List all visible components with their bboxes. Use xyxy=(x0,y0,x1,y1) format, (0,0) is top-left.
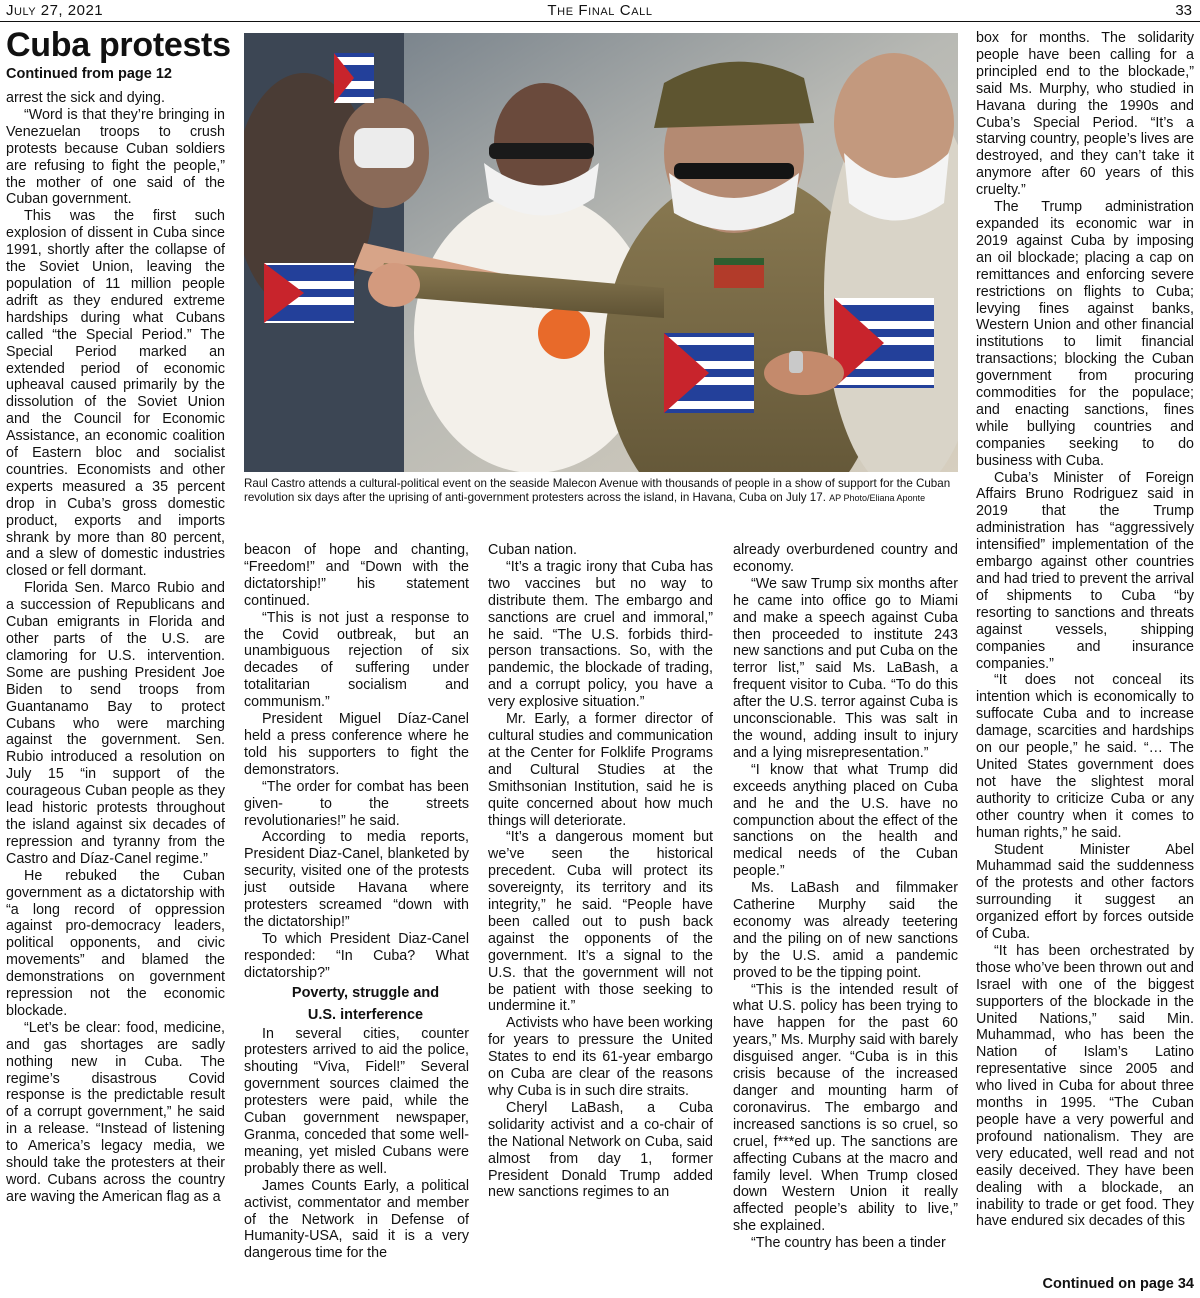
paragraph: “Let’s be clear: food, medicine, and gas shortages are sadly nothing new in Cuba. The regime’s disastrous Covid response is the predictable result of a corrupt government,” he said in a release. “Instead of listening to America’s legacy media, we should take the protesters at their word. Cubans across the country are waving the American flag as a xyxy=(6,1019,225,1205)
paragraph: arrest the sick and dying. xyxy=(6,90,165,106)
paragraph: Cuba’s Minister of Foreign Affairs Bruno Rodriguez said in 2019 that the Trump administration has “aggressively intensified” implementation of the embargo against other countries and had tried to prevent the arrival of shipments to Cuba “by resorting to sanctions and threats against vessels, shipping companies and insurance companies.” xyxy=(976,469,1194,672)
paragraph: box for months. The solidarity people have been calling for a principled end to the blockade,” said Ms. Murphy, who studied in Havana during the 1990s and Cuba’s Special Period. “It’s a starving country, people’s lives are destroyed, and they can’t take it anymore after 60 years of this cruelty.” xyxy=(976,30,1194,199)
column-1 xyxy=(6,90,225,1296)
paragraph: “This is the intended result of what U.S. policy has been trying to have happen for the past 60 years,” Ms. Murphy said with barely disguised anger. “Cuba is in this crisis because of the increased danger and mounting harm of coronavirus. The embargo and increased sanctions is so cruel, so cruel, f***ed up. The sanctions are affecting Cubans at the macro and family level. When Trump closed down Western Union it really affected people’s ability to live,” she explained. xyxy=(733,981,958,1235)
paragraph: This was the first such explosion of dissent in Cuba since 1991, shortly after the collapse of the Soviet Union, leaving the population of 11 million people adrift as they endured extreme hardships during what Cubans called “the Special Period.” The Special Period marked an extended period of economic upheaval caused primarily by the dissolution of the Soviet Union and the Council for Economic Assistance, an economic coalition of Eastern bloc and socialist countries. Economists and other experts measured a 35 percent drop in Cuba’s gross domestic product, exports and imports shrank by more than 80 percent, and a slew of domestic industries closed or fell dormant. xyxy=(6,208,225,580)
paragraph: To which President Diaz-Canel responded: “In Cuba? What dictatorship?” xyxy=(244,930,469,981)
column-5 xyxy=(976,30,1194,1272)
paragraph: “The country has been a tinder xyxy=(751,1235,946,1252)
publication-name: The Final Call xyxy=(547,2,653,19)
paragraph: “I know that what Trump did exceeds anything placed on Cuba and he and the U.S. have no compunction about the effect of the sanctions on the health and medical needs of the Cuban people.” xyxy=(733,761,958,880)
issue-date: July 27, 2021 xyxy=(6,2,104,19)
paragraph: The Trump administration expanded its economic war in 2019 against Cuba by imposing an oil blockade; placing a cap on remittances and enforcing severe restrictions on flights to Cuba; levying fines against banks, Western Union and other financial institutions to limit financial transactions; blocking the Cuban government from procuring commodities for the populace; and enacting sanctions, fines while bullying countries and companies seeking to do business with Cuba. xyxy=(976,199,1194,469)
paragraph: beacon of hope and chanting, “Freedom!” and “Down with the dictatorship!” his statement continued. xyxy=(244,542,469,609)
paragraph: According to media reports, President Diaz-Canel, blanketed by security, visited one of the protests just outside Havana where protesters screamed “down with the dictatorship!” xyxy=(244,829,469,930)
paragraph: President Miguel Díaz-Canel held a press conference where he told his supporters to fight the demonstrators. xyxy=(244,711,469,778)
column-3 xyxy=(488,542,713,1296)
headline: Cuba protests xyxy=(6,26,231,64)
paragraph: Cuban nation. xyxy=(488,542,578,558)
paragraph: “It’s a tragic irony that Cuba has two vaccines but no way to distribute them. The embargo and sanctions are cruel and immoral,” he said. “The U.S. forbids third-person transactions. So, with the pandemic, the blockade of trading, and a corrupt policy, you have a very explosive situation.” xyxy=(488,558,713,711)
section-subhead: Poverty, struggle and xyxy=(291,984,440,1001)
paragraph: “We saw Trump six months after he came into office go to Miami and make a speech against Cuba then proceeded to institute 243 new sanctions and put Cuba on the terror list,” said Ms. LaBash, a frequent visitor to Cuba. “To do this after the U.S. terror against Cuba is unconscionable. This was salt in the wound, adding insult to injury and a lying misrepresentation.” xyxy=(733,575,958,761)
paragraph: Mr. Early, a former director of cultural studies and communication at the Center for Folklife Programs and Cultural Studies at the Smithsonian Institution, said he is quite concerned about how much things will deteriorate. xyxy=(488,711,713,829)
column-2 xyxy=(244,542,469,1296)
paragraph: “Word is that they’re bringing in Venezuelan troops to crush protests because Cuban soldiers are refusing to fight the people,” the mother of one said of the Cuban government. xyxy=(6,106,225,208)
paragraph: already overburdened country and economy. xyxy=(733,542,958,575)
paragraph: Florida Sen. Marco Rubio and a succession of Republicans and Cuban emigrants in Florida and other parts of the U.S. are clamoring for U.S. intervention. Some are pushing President Joe Biden to send troops from Guantanamo Bay to protect Cubans who were marching against the government. Sen. Rubio introduced a resolution on July 15 “in support of the courageous Cuban people as they lead historic protests throughout the island against six decades of repression and tyranny from the Castro and Díaz-Canel regime.” xyxy=(6,580,225,867)
news-photo xyxy=(244,33,958,472)
paragraph: Student Minister Abel Muhammad said the suddenness of the protests and other factors surrounding it suggest an organized effort by forces outside of Cuba. xyxy=(976,841,1194,943)
paragraph: Cheryl LaBash, a Cuba solidarity activist and a co-chair of the National Network on Cuba, said almost from day 1, former President Donald Trump added new sanctions regimes to an xyxy=(488,1099,713,1201)
paragraph: “It has been orchestrated by those who’ve been thrown out and Israel with one of the biggest supporters of the blockade in the United Nations,” said Min. Muhammad, who has been the Nation of Islam’s Latino representative since 2005 and who lived in Cuba for about three months in 1995. “The Cuban people have a very powerful and profound nationalism. They are very educated, well read and not easily deceived. They have been dealing with a blockade, an inability to trade or get food. They have endured six decades of this xyxy=(976,942,1194,1230)
page-header xyxy=(4,0,1196,22)
continued-from: Continued from page 12 xyxy=(6,66,172,82)
page-number: 33 xyxy=(1175,2,1192,19)
header-rule xyxy=(0,21,1200,22)
paragraph: “This is not just a response to the Covid outbreak, but an unambiguous rejection of six decades of suffering under totalitarian socialism and communism.” xyxy=(244,609,469,711)
paragraph: Activists who have been working for years to pressure the United States to end its 61-year embargo on Cuba are clear of the reasons why Cuba is in such dire straits. xyxy=(488,1015,713,1099)
paragraph: In several cities, counter protesters arrived to aid the police, shouting “Viva, Fidel!” Several government sources claimed the protesters were paid, while the Cuban government newspaper, Granma, conceded that some well-meaning, yet misled Cubans were probably there as well. xyxy=(244,1025,469,1177)
paragraph: James Counts Early, a political activist, commentator and member of the Network in Defense of Humanity-USA, said it is a very dangerous time for the xyxy=(244,1177,469,1262)
paragraph: Ms. LaBash and filmmaker Catherine Murphy said the economy was already teetering and the piling on of new sanctions by the U.S. amid a pandemic proved to be the tipping point. xyxy=(733,880,958,981)
paragraph: “It’s a dangerous moment but we’ve seen the historical precedent. Cuba will protect its sovereignty, its territory and its integrity,” he said. “People have been called out to push back against the opponents of the government. It’s a signal to the U.S. that the government will not be patient with those seeking to undermine it.” xyxy=(488,829,713,1015)
paragraph: “It does not conceal its intention which is economically to suffocate Cuba and to increase damage, scarcities and hardships on our people,” he said. “… The United States government does not have the slightest moral authority to criticize Cuba or any other country when it comes to human rights,” he said. xyxy=(976,672,1194,841)
column-4 xyxy=(733,542,958,1296)
section-subhead: U.S. interference xyxy=(307,1006,424,1023)
caption-text: Raul Castro attends a cultural-political event on the seaside Malecon Avenue with thousands of people in a show of support for the Cuban revolution six days after the uprising of anti-government protesters across the island, in Havana, Cuba on July 17. xyxy=(244,477,951,504)
paragraph: He rebuked the Cuban government as a dictatorship with “a long record of oppression against pro-democracy leaders, political opponents, and civic movements” and blamed the demonstrations on government repression not the economic blockade. xyxy=(6,867,225,1019)
paragraph: “The order for combat has been given- to the streets revolutionaries!” he said. xyxy=(244,778,469,829)
continued-on: Continued on page 34 xyxy=(1042,1276,1194,1292)
photo-credit: AP Photo/Eliana Aponte xyxy=(829,493,926,503)
photo-caption xyxy=(244,477,958,505)
